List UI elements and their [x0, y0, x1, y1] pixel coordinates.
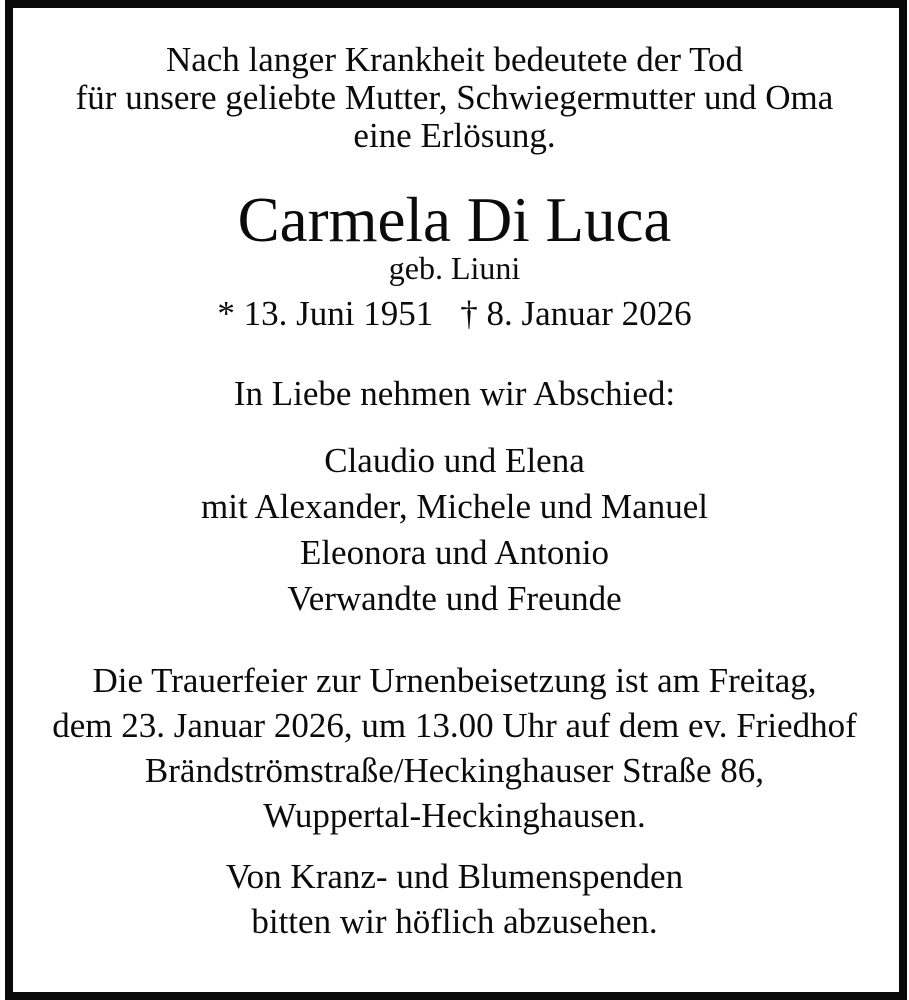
funeral-details: [20, 658, 889, 838]
mourner-line: Verwandte und Freunde: [287, 579, 622, 618]
life-dates: [20, 294, 889, 334]
funeral-line: Die Trauerfeier zur Urnenbeisetzung ist am Freitag,: [92, 661, 817, 700]
intro-line: Nach langer Krankheit bedeutete der Tod: [165, 40, 744, 79]
maiden-name: geb. Liuni: [388, 250, 521, 286]
birth-date: * 13. Juni 1951: [217, 294, 434, 333]
mourner-line: Eleonora und Antonio: [299, 533, 610, 572]
funeral-line: dem 23. Januar 2026, um 13.00 Uhr auf dem ev. Friedhof: [52, 706, 857, 745]
funeral-line: Brändströmstraße/Heckinghauser Straße 86,: [144, 751, 765, 790]
death-date: † 8. Januar 2026: [460, 294, 692, 333]
mourners-list: [20, 438, 889, 622]
funeral-line: Wuppertal-Heckinghausen.: [263, 796, 646, 835]
mourner-line: mit Alexander, Michele und Manuel: [201, 487, 708, 526]
mourner-line: Claudio und Elena: [324, 441, 585, 480]
intro-line: für unsere geliebte Mutter, Schwiegermutter und Oma: [75, 78, 834, 117]
closing-line: bitten wir höflich abzusehen.: [251, 902, 658, 941]
closing-line: Von Kranz- und Blumenspenden: [225, 857, 684, 896]
closing-request: [20, 854, 889, 944]
deceased-name: Carmela Di Luca: [237, 185, 672, 255]
intro-line: eine Erlösung.: [353, 116, 556, 155]
farewell-heading: In Liebe nehmen wir Abschied:: [233, 374, 676, 413]
intro-text: [20, 41, 889, 155]
